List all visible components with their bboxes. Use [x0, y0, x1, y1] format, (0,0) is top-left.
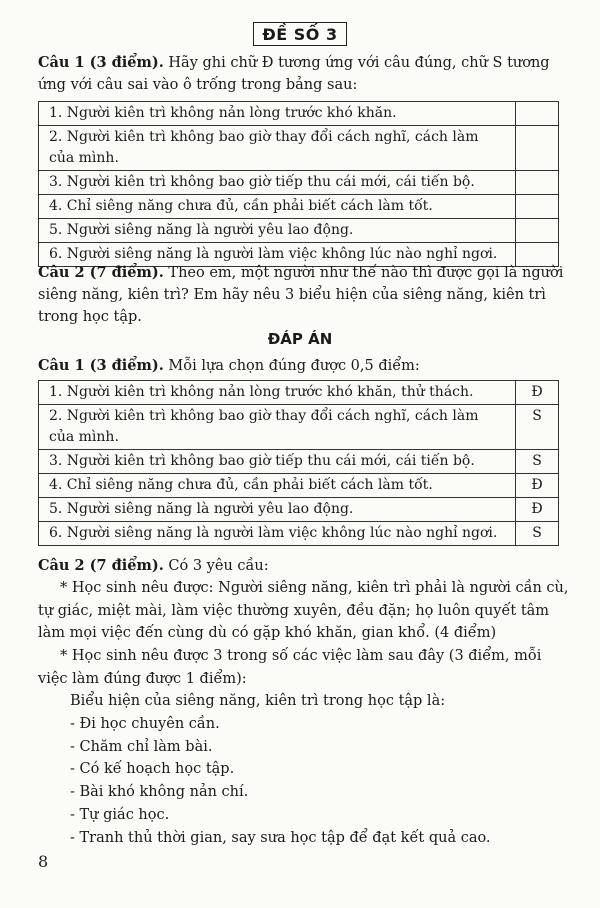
answer-2-label: Câu 2 (7 điểm). [38, 557, 164, 574]
answer-2 [38, 555, 570, 577]
answer-mark: Đ [516, 474, 559, 498]
answer-mark: Đ [516, 381, 559, 405]
list-item: - Tranh thủ thời gian, say sưa học tập để đạt kết quả cao. [70, 829, 491, 846]
answer-box [516, 195, 559, 219]
statement-cell: 4. Chỉ siêng năng chưa đủ, cần phải biết cách làm tốt. [39, 474, 516, 498]
statement-cell: 6. Người siêng năng là người làm việc không lúc nào nghỉ ngơi. [39, 522, 516, 546]
table-row [39, 102, 559, 126]
statement-cell: 3. Người kiên trì không bao giờ tiếp thu cái mới, cái tiến bộ. [39, 450, 516, 474]
answer-mark: Đ [516, 498, 559, 522]
list-item: - Đi học chuyên cần. [70, 715, 220, 732]
question-2 [38, 262, 570, 328]
list-item: - Tự giác học. [70, 806, 170, 823]
answer-2-text: Có 3 yêu cầu: [168, 558, 269, 574]
behavior-list [70, 690, 580, 850]
answer-1 [38, 355, 570, 377]
list-item: - Chăm chỉ làm bài. [70, 738, 213, 755]
table-row [39, 450, 559, 474]
table-row [39, 381, 559, 405]
statement-cell: 1. Người kiên trì không nản lòng trước khó khăn, thử thách. [39, 381, 516, 405]
statement-cell: 5. Người siêng năng là người yêu lao động. [39, 498, 516, 522]
answer-1-label: Câu 1 (3 điểm). [38, 357, 164, 374]
table-row [39, 126, 559, 171]
table-row [39, 171, 559, 195]
answer-1-table [38, 380, 559, 546]
exam-title: ĐỀ SỐ 3 [253, 22, 346, 46]
question-2-label: Câu 2 (7 điểm). [38, 264, 164, 281]
statement-cell: 1. Người kiên trì không nản lòng trước khó khăn. [39, 102, 516, 126]
list-intro: Biểu hiện của siêng năng, kiên trì trong học tập là: [70, 693, 446, 709]
table-row [39, 405, 559, 450]
answer-heading: ĐÁP ÁN [267, 330, 333, 348]
answer-2-paragraph-2: * Học sinh nêu được 3 trong số các việc làm sau đây (3 điểm, mỗi việc làm đúng được 1 điểm): [38, 648, 542, 687]
answer-2-paragraph-1: * Học sinh nêu được: Người siêng năng, kiên trì phải là người cần cù, tự giác, miệt mài, làm việc thường xuyên, đều đặn; họ luôn quyết tâm làm mọi việc đến cùng dù có gặp khó khăn, gian khổ. (4 điểm) [38, 580, 569, 641]
question-1-table [38, 101, 559, 267]
table-row [39, 522, 559, 546]
table-row [39, 219, 559, 243]
answer-box [516, 171, 559, 195]
answer-box [516, 102, 559, 126]
answer-mark: S [516, 522, 559, 546]
answer-mark: S [516, 405, 559, 450]
statement-cell: 2. Người kiên trì không bao giờ thay đổi cách nghĩ, cách làm của mình. [39, 126, 516, 171]
table-row [39, 195, 559, 219]
answer-1-text: Mỗi lựa chọn đúng được 0,5 điểm: [168, 358, 420, 374]
list-item: - Bài khó không nản chí. [70, 784, 249, 801]
statement-cell: 2. Người kiên trì không bao giờ thay đổi cách nghĩ, cách làm của mình. [39, 405, 516, 450]
statement-cell: 3. Người kiên trì không bao giờ tiếp thu cái mới, cái tiến bộ. [39, 171, 516, 195]
title-wrap [0, 22, 600, 46]
answer-box [516, 126, 559, 171]
table-row [39, 474, 559, 498]
page-number: 8 [38, 852, 49, 871]
answer-box [516, 219, 559, 243]
statement-cell: 5. Người siêng năng là người yêu lao động. [39, 219, 516, 243]
question-1-text: Hãy ghi chữ Đ tương ứng với câu đúng, chữ S tương ứng với câu sai vào ô trống trong bảng sau: [38, 55, 550, 93]
statement-cell: 6. Người siêng năng là người làm việc không lúc nào nghỉ ngơi. [39, 243, 516, 267]
question-1 [38, 52, 570, 96]
table-row [39, 498, 559, 522]
question-1-label: Câu 1 (3 điểm). [38, 54, 164, 71]
answer-mark: S [516, 450, 559, 474]
list-item: - Có kế hoạch học tập. [70, 761, 235, 778]
statement-cell: 4. Chỉ siêng năng chưa đủ, cần phải biết cách làm tốt. [39, 195, 516, 219]
question-2-text: Theo em, một người như thế nào thì được gọi là người siêng năng, kiên trì? Em hãy nêu 3 biểu hiện của siêng năng, kiên trì trong học tập. [38, 265, 564, 325]
